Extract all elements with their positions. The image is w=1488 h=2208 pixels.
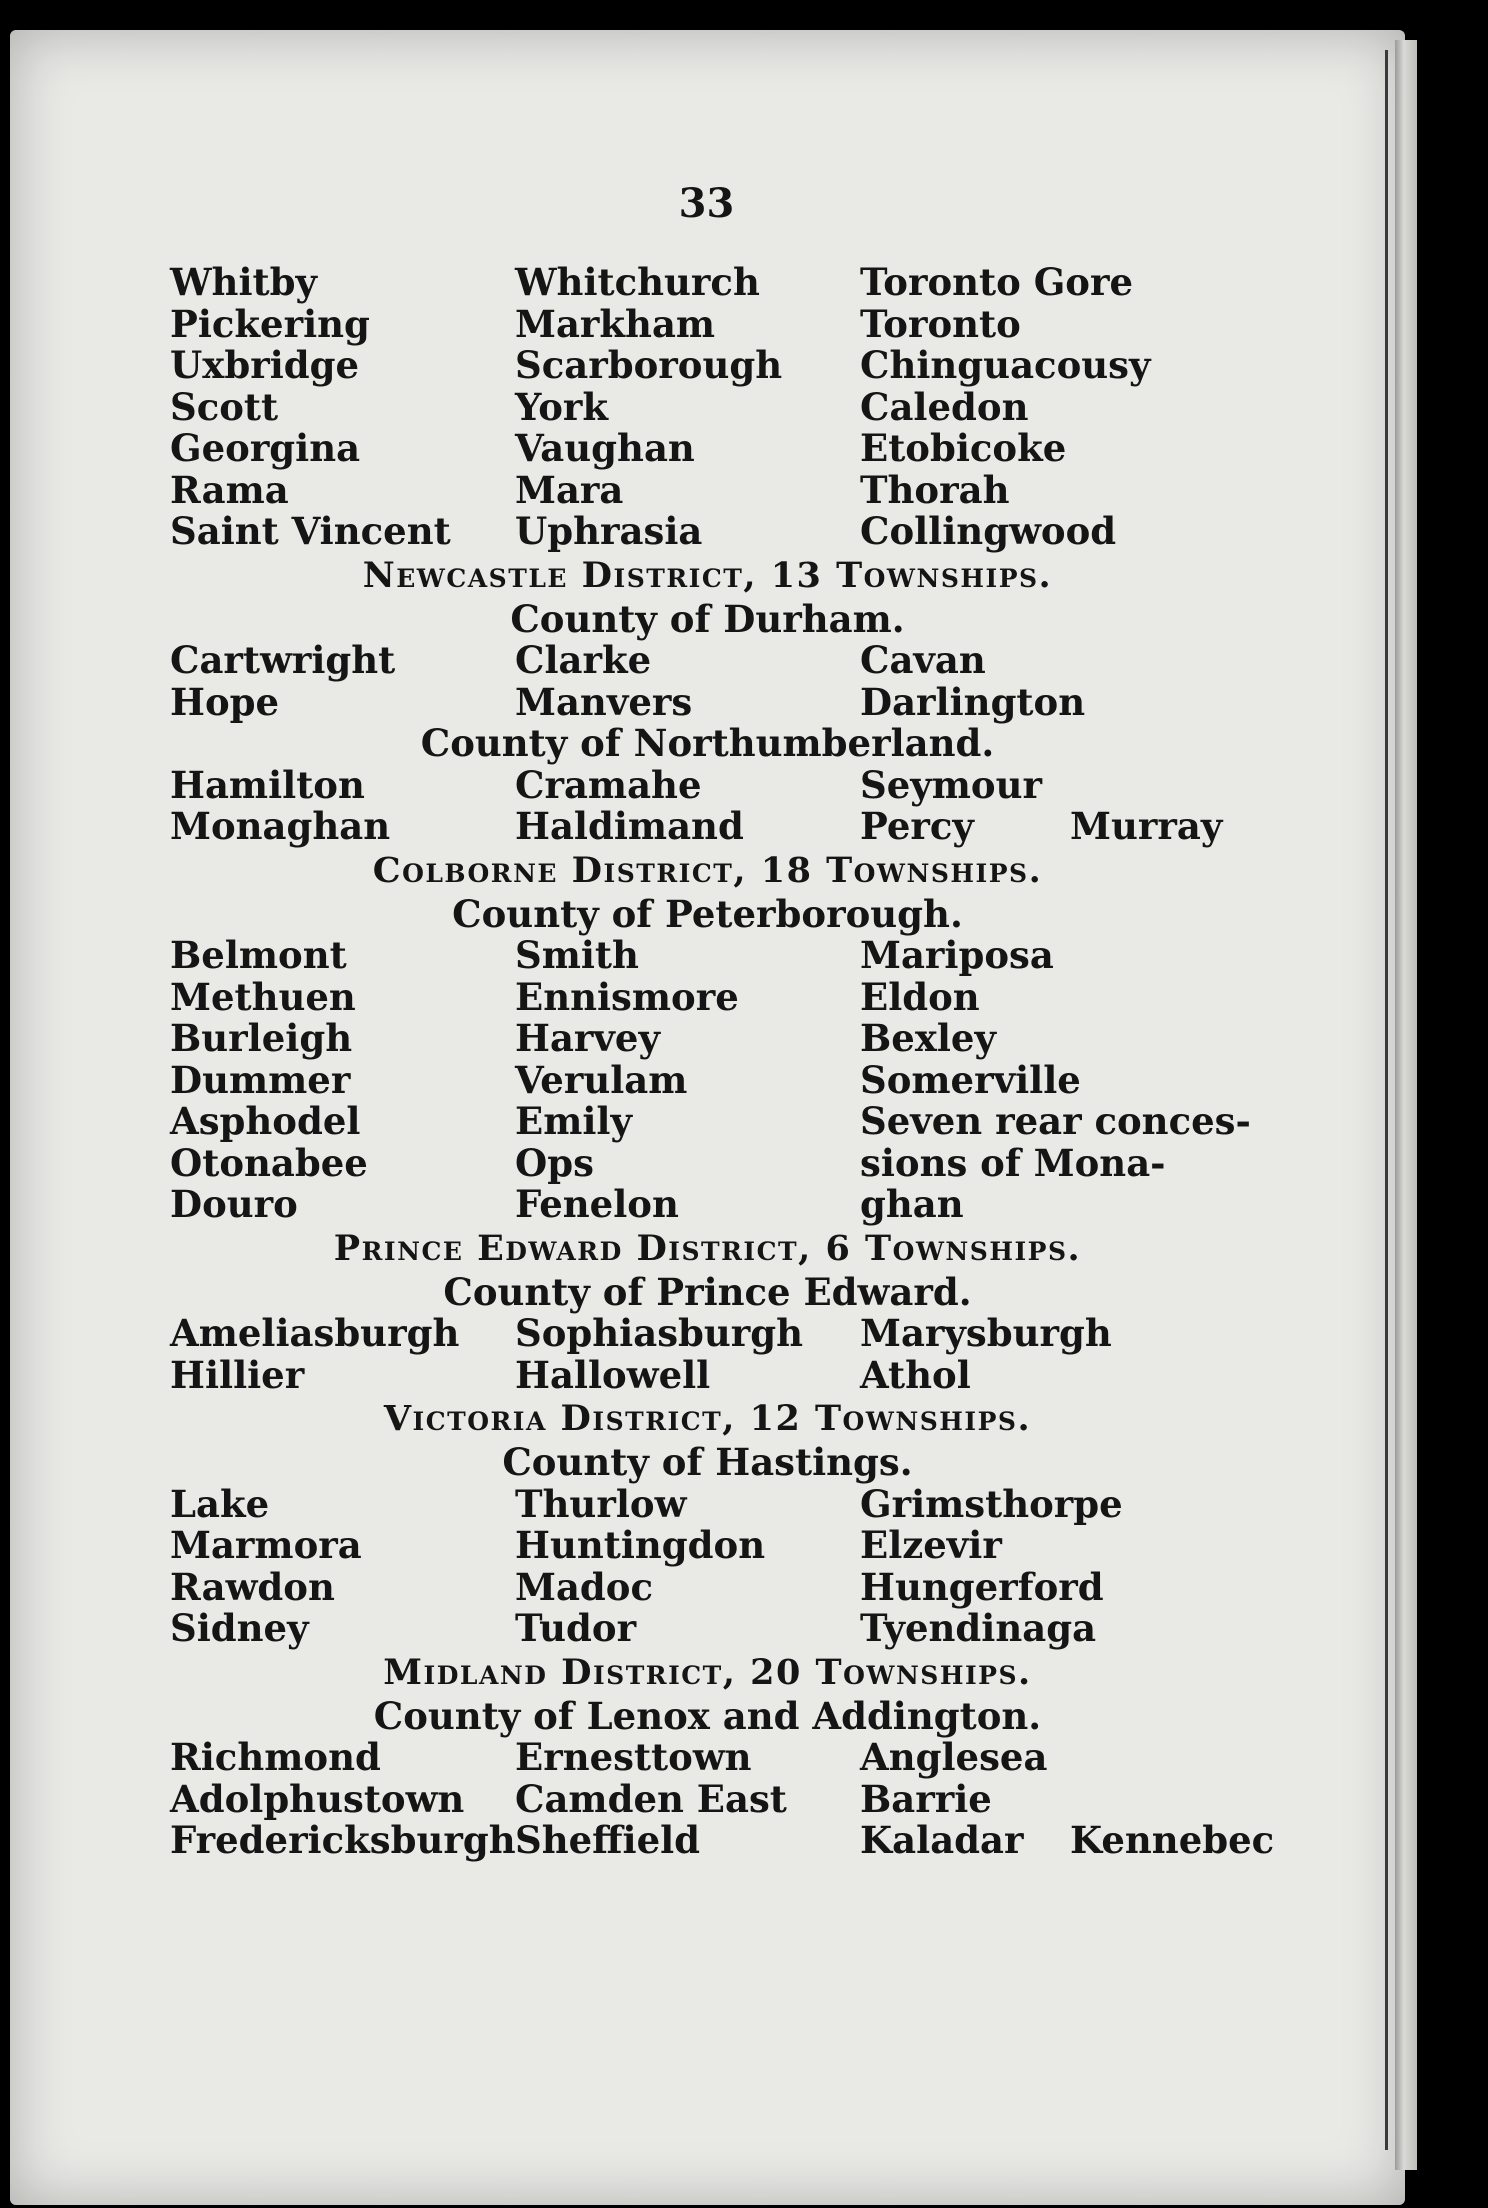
- township-name: Murray: [1070, 804, 1223, 848]
- township-name: Ennismore: [515, 974, 739, 1019]
- township-name: Adolphustown: [170, 1776, 465, 1821]
- district-heading: Victoria District, 12 Townships.: [383, 1398, 1032, 1439]
- township-name: Bexley: [860, 1016, 996, 1060]
- township-row: [170, 262, 1245, 304]
- township-row: [170, 935, 1245, 977]
- township-name: Cavan: [860, 638, 986, 682]
- county-heading: County of Durham.: [510, 596, 905, 641]
- township-name: Hamilton: [170, 762, 365, 807]
- township-name: Kaladar: [860, 1818, 1024, 1862]
- township-name: Scarborough: [515, 343, 783, 387]
- township-row: [170, 806, 1245, 848]
- township-name: Harvey: [515, 1016, 660, 1060]
- township-row: [170, 640, 1245, 682]
- township-row: [170, 1018, 1245, 1060]
- township-name: Cramahe: [515, 762, 702, 807]
- township-name: Ernesttown: [515, 1735, 752, 1779]
- township-name: Ops: [515, 1140, 594, 1185]
- county-heading: County of Hastings.: [502, 1440, 913, 1484]
- township-name: ghan: [860, 1182, 964, 1226]
- township-name: Marysburgh: [860, 1311, 1112, 1355]
- township-name: Tudor: [515, 1606, 637, 1650]
- township-row: [170, 1481, 1245, 1526]
- district-heading: Newcastle District, 13 Townships.: [362, 554, 1053, 596]
- township-name: Rawdon: [170, 1564, 335, 1609]
- township-name: Collingwood: [860, 509, 1117, 553]
- township-name: Saint Vincent: [170, 509, 451, 553]
- township-name: sions of Mona-: [860, 1140, 1166, 1185]
- township-name: Seymour: [860, 762, 1042, 807]
- page-edge: [1395, 40, 1417, 2170]
- township-name: Hope: [170, 679, 280, 724]
- county-heading: County of Northumberland.: [420, 721, 995, 765]
- township-name: Mariposa: [860, 933, 1054, 977]
- township-row: [170, 511, 1245, 553]
- township-name: Grimsthorpe: [860, 1481, 1123, 1526]
- township-name: Chinguacousy: [860, 343, 1151, 387]
- township-name: Seven rear conces-: [860, 1099, 1251, 1143]
- township-name: Thurlow: [515, 1481, 687, 1526]
- township-name: Tyendinaga: [860, 1606, 1097, 1650]
- township-name: Uphrasia: [515, 509, 703, 553]
- district-heading: Colborne District, 18 Townships.: [372, 849, 1043, 891]
- township-name: Caledon: [860, 384, 1029, 429]
- township-row: [170, 1184, 1245, 1226]
- township-name: Hallowell: [515, 1352, 711, 1397]
- township-name: Hillier: [170, 1352, 305, 1397]
- township-name: Ameliasburgh: [170, 1311, 460, 1355]
- township-name: Mara: [515, 467, 624, 512]
- township-name: Pickering: [170, 301, 370, 346]
- township-name: Burleigh: [170, 1016, 353, 1060]
- township-name: Darlington: [860, 679, 1086, 724]
- township-name: Douro: [170, 1182, 298, 1226]
- township-name: Fredericksburgh: [170, 1818, 516, 1862]
- township-name: Richmond: [170, 1735, 381, 1779]
- township-name: Otonabee: [170, 1140, 368, 1185]
- township-name: Barrie: [860, 1776, 992, 1821]
- county-heading: County of Peterborough.: [452, 891, 963, 936]
- township-name: Athol: [860, 1352, 971, 1397]
- township-name: Thorah: [860, 467, 1010, 512]
- township-list: [170, 260, 1275, 1862]
- township-row: [170, 384, 1245, 429]
- township-row: [170, 1737, 1245, 1779]
- township-row: [170, 974, 1245, 1019]
- township-row: [170, 762, 1245, 807]
- township-name: Marmora: [170, 1523, 362, 1567]
- township-name: Madoc: [515, 1564, 654, 1609]
- township-row: [170, 1099, 1251, 1143]
- township-row: [170, 1525, 1245, 1567]
- district-heading: Prince Edward District, 6 Townships.: [333, 1227, 1082, 1269]
- township-name: Huntingdon: [515, 1523, 766, 1567]
- township-row: [170, 1313, 1245, 1355]
- township-row: [170, 1352, 1245, 1397]
- township-row: [170, 1608, 1245, 1650]
- township-name: Lake: [170, 1481, 270, 1526]
- township-name: Toronto Gore: [860, 260, 1134, 304]
- township-row: [170, 345, 1245, 387]
- township-name: Somerville: [860, 1057, 1081, 1102]
- township-row: [170, 1057, 1245, 1102]
- township-name: Anglesea: [860, 1735, 1048, 1779]
- township-name: York: [515, 384, 609, 429]
- township-name: Monaghan: [170, 804, 391, 848]
- township-name: Etobicoke: [860, 426, 1067, 470]
- township-name: Verulam: [515, 1057, 688, 1102]
- township-name: Whitchurch: [515, 260, 760, 304]
- township-name: Scott: [170, 384, 279, 429]
- township-name: Whitby: [170, 260, 317, 304]
- township-row: [170, 467, 1245, 512]
- county-heading: County of Lenox and Addington.: [373, 1693, 1042, 1738]
- township-name: Vaughan: [515, 426, 695, 470]
- township-name: Fenelon: [515, 1182, 679, 1226]
- township-name: Hungerford: [860, 1564, 1104, 1609]
- township-name: Eldon: [860, 974, 980, 1019]
- township-name: Smith: [515, 933, 639, 977]
- page-border-line: [1385, 50, 1388, 2150]
- township-name: Clarke: [515, 638, 652, 682]
- district-heading: Midland District, 20 Townships.: [383, 1651, 1032, 1693]
- township-name: Belmont: [170, 933, 347, 977]
- township-name: Sheffield: [515, 1818, 701, 1862]
- township-name: Sophiasburgh: [515, 1311, 804, 1355]
- township-name: Rama: [170, 467, 289, 512]
- township-row: [170, 428, 1245, 470]
- county-heading: County of Prince Edward.: [443, 1269, 972, 1314]
- township-name: Dummer: [170, 1057, 351, 1102]
- township-name: Percy: [860, 804, 974, 848]
- township-name: Cartwright: [170, 638, 396, 682]
- township-name: Camden East: [515, 1776, 787, 1821]
- page-number: 33: [678, 180, 735, 227]
- township-name: Haldimand: [515, 804, 744, 848]
- township-row: [170, 679, 1245, 724]
- township-name: Elzevir: [860, 1523, 1002, 1567]
- township-name: Manvers: [515, 679, 693, 724]
- township-name: Emily: [515, 1099, 632, 1143]
- township-row: [170, 1140, 1245, 1185]
- township-name: Uxbridge: [170, 343, 360, 387]
- township-name: Markham: [515, 301, 716, 346]
- township-name: Toronto: [860, 301, 1021, 346]
- township-name: Asphodel: [170, 1099, 361, 1143]
- township-row: [170, 1564, 1245, 1609]
- township-name: Sidney: [170, 1606, 309, 1650]
- township-row: [170, 1818, 1275, 1862]
- township-name: Kennebec: [1070, 1818, 1275, 1862]
- township-row: [170, 301, 1245, 346]
- township-name: Methuen: [170, 974, 356, 1019]
- township-row: [170, 1776, 1245, 1821]
- township-name: Georgina: [170, 426, 361, 470]
